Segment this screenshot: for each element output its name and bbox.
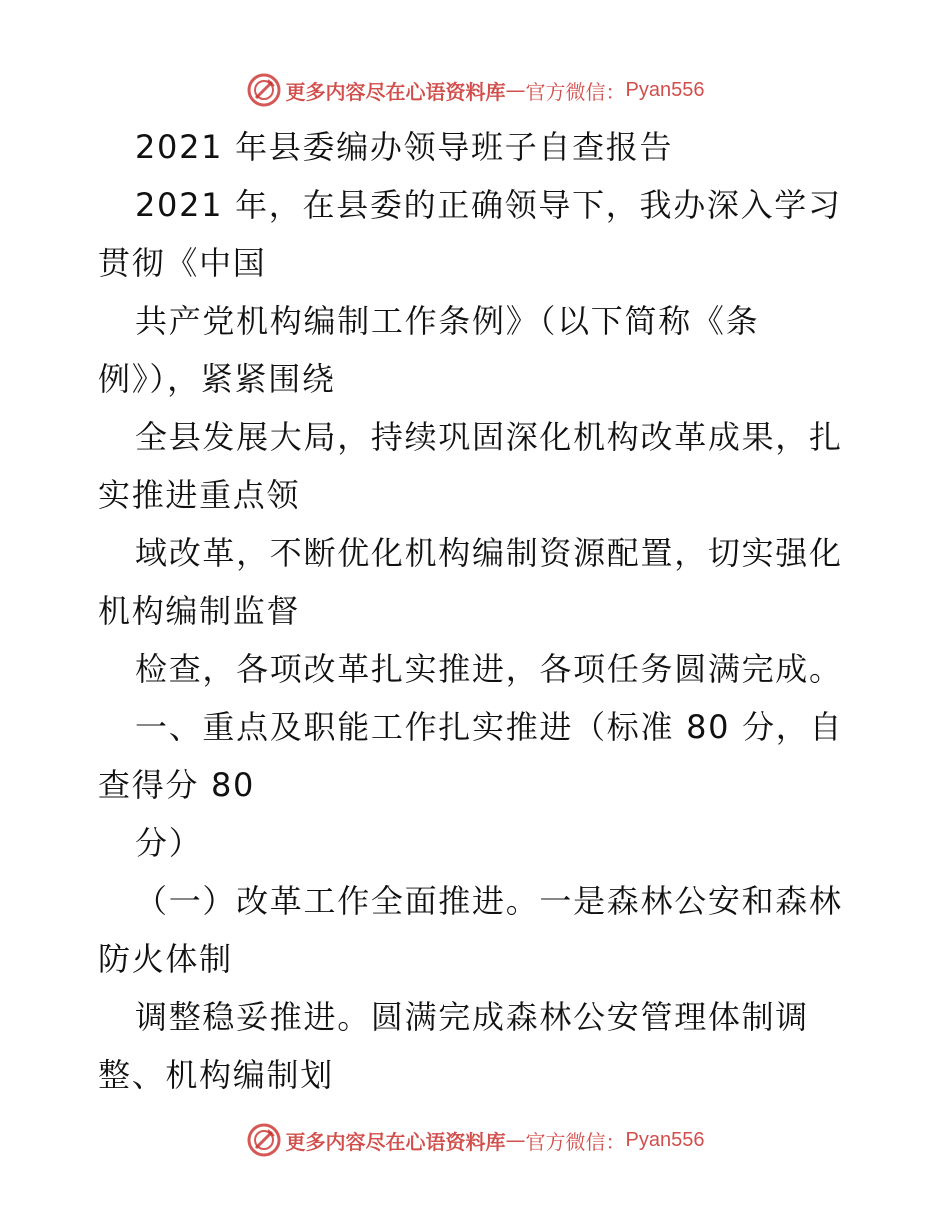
paragraph-line: 2021 年，在县委的正确领导下，我办深入学习 xyxy=(135,186,842,224)
watermark-separator: — xyxy=(505,78,526,102)
paragraph-line: 机构编制监督 xyxy=(98,592,301,630)
section-heading-line: 分） xyxy=(135,824,203,862)
watermark-wechat-id: Pyan556 xyxy=(625,1128,705,1151)
paragraph-line: （一）改革工作全面推进。一是森林公安和森林 xyxy=(135,882,843,920)
watermark-brand-text: 更多内容尽在心语资料库 xyxy=(285,79,506,104)
watermark-wechat-label: 官方微信： xyxy=(525,79,626,104)
paragraph-line: 检查，各项改革扎实推进，各项任务圆满完成。 xyxy=(135,650,843,688)
paragraph-line: 调整稳妥推进。圆满完成森林公安管理体制调 xyxy=(135,998,810,1036)
watermark-separator: — xyxy=(505,1128,526,1152)
paragraph-line: 域改革，不断优化机构编制资源配置，切实强化 xyxy=(135,534,843,572)
watermark-wechat-label: 官方微信： xyxy=(525,1129,626,1154)
paragraph-line: 实推进重点领 xyxy=(98,476,301,514)
paragraph-line: 全县发展大局，持续巩固深化机构改革成果，扎 xyxy=(135,418,843,456)
watermark-banner-bottom xyxy=(0,1120,950,1160)
watermark-banner-top xyxy=(0,70,950,110)
section-heading-line: 一、重点及职能工作扎实推进（标准 80 分，自 xyxy=(135,708,844,746)
document-title: 2021 年县委编办领导班子自查报告 xyxy=(135,128,674,166)
watermark-brand-text: 更多内容尽在心语资料库 xyxy=(285,1129,506,1154)
stamp-logo-icon xyxy=(246,1122,282,1158)
paragraph-line: 防火体制 xyxy=(98,940,233,978)
stamp-logo-icon xyxy=(246,72,282,108)
paragraph-line: 共产党机构编制工作条例》（以下简称《条 xyxy=(135,302,760,340)
paragraph-line: 贯彻《中国 xyxy=(98,244,267,282)
paragraph-line: 整、机构编制划 xyxy=(98,1056,334,1094)
paragraph-line: 例》），紧紧围绕 xyxy=(98,360,336,398)
watermark-wechat-id: Pyan556 xyxy=(625,78,705,101)
section-heading-line: 查得分 80 xyxy=(98,766,256,804)
